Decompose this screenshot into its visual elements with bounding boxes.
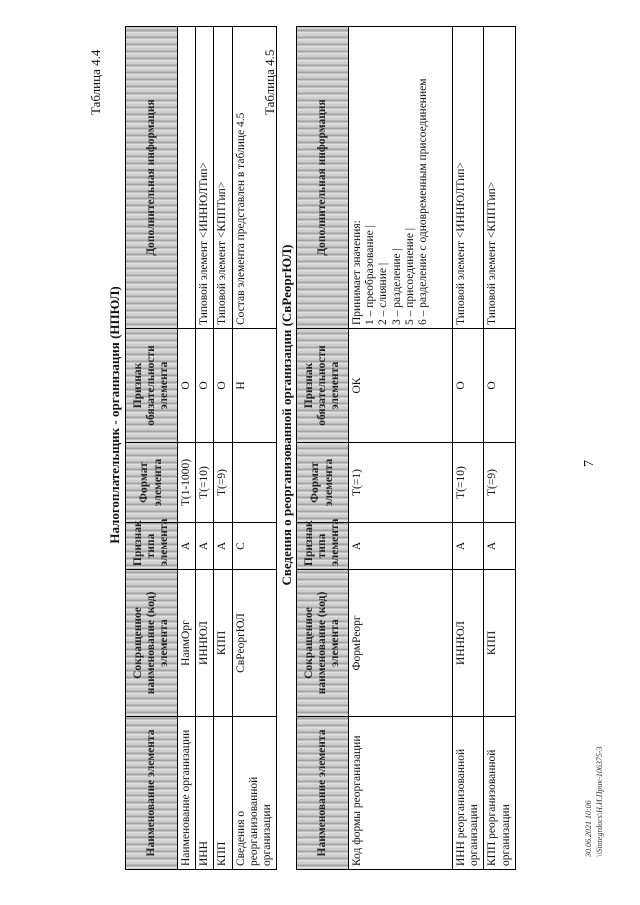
table-cell: Типовой элемент <ИННЮЛТип> xyxy=(196,27,214,329)
table-cell: О xyxy=(196,329,214,443)
form-values-cell xyxy=(349,27,453,329)
header-cell: Наименование элемента xyxy=(297,717,349,870)
table-header-row xyxy=(126,27,178,870)
page-number: 7 xyxy=(582,460,597,467)
table-cell: T(1-1000) xyxy=(178,443,196,523)
table-cell: T(=9) xyxy=(214,443,232,523)
table-cell: ИННЮЛ xyxy=(453,570,484,717)
table-cell: СвРеоргЮЛ xyxy=(232,570,277,717)
header-cell: Формат элемента xyxy=(126,443,178,523)
table-cell: ОК xyxy=(349,329,453,443)
footnote-path: \\Sintegrdocs\Н.И.Прик-106375-3 xyxy=(595,746,604,857)
table-cell: ИНН xyxy=(196,717,214,870)
table-row xyxy=(453,27,484,870)
table-cell: О xyxy=(453,329,484,443)
table-cell: А xyxy=(484,523,515,570)
table-cell: T(=10) xyxy=(196,443,214,523)
header-cell: Сокращенное наименование (код) элемента xyxy=(297,570,349,717)
header-cell: Наименование элемента xyxy=(126,717,178,870)
table-cell: КПП реорганизованной организации xyxy=(484,717,515,870)
list-item: 3 – разделение | xyxy=(390,248,403,325)
table-cell xyxy=(178,27,196,329)
table-cell: ИННЮЛ xyxy=(196,570,214,717)
table-cell: Типовой элемент <ИННЮЛТип> xyxy=(453,27,484,329)
table-cell: О xyxy=(484,329,515,443)
form-values-intro: Принимает значения: xyxy=(351,220,363,325)
table-cell: А xyxy=(214,523,232,570)
header-cell: Формат элемента xyxy=(297,443,349,523)
table-cell: КПП xyxy=(214,570,232,717)
list-item: 2 – слияние | xyxy=(377,262,390,325)
header-cell: Признак типа элемента xyxy=(126,523,178,570)
table-cell: T(=10) xyxy=(453,443,484,523)
table-4-5-label: Таблица 4.5 xyxy=(262,49,277,115)
table-cell: Типовой элемент <КППТип> xyxy=(484,27,515,329)
table-cell: А xyxy=(453,523,484,570)
table-cell: КПП xyxy=(484,570,515,717)
header-cell: Сокращенное наименование (код) элемента xyxy=(126,570,178,717)
table-cell: Типовой элемент <КППТип> xyxy=(214,27,232,329)
table-4-5-title: Сведения о реорганизованной организации (СвРеоргЮЛ) xyxy=(279,244,294,586)
table-cell: С xyxy=(232,523,277,570)
table-cell: А xyxy=(178,523,196,570)
table-4-4 xyxy=(125,26,277,870)
footnote-timestamp: 30.06.2021 10:06 xyxy=(584,800,593,857)
table-cell: КПП xyxy=(214,717,232,870)
header-cell: Признак обязательности элемента xyxy=(126,329,178,443)
header-cell: Дополнительная информация xyxy=(126,27,178,329)
table-header-row xyxy=(297,27,349,870)
table-cell: О xyxy=(178,329,196,443)
table-cell xyxy=(232,443,277,523)
table-row xyxy=(178,27,196,870)
table-cell: Наименование организации xyxy=(178,717,196,870)
table-row xyxy=(484,27,515,870)
table-cell: А xyxy=(196,523,214,570)
table-cell: А xyxy=(349,523,453,570)
table-cell: Состав элемента представлен в таблице 4.5 xyxy=(232,27,277,329)
table-4-4-title: Налогоплательщик - организация (НПЮЛ) xyxy=(107,286,122,544)
table-row xyxy=(196,27,214,870)
list-item: 6 – разделение с одновременным присоединением xyxy=(417,78,430,325)
header-cell: Признак обязательности элемента xyxy=(297,329,349,443)
table-cell: Н xyxy=(232,329,277,443)
table-cell: Сведения о реорганизованной организации xyxy=(232,717,277,870)
form-values-list xyxy=(364,30,430,325)
table-4-5 xyxy=(296,26,516,870)
table-cell: ИНН реорганизованной организации xyxy=(453,717,484,870)
table-cell: О xyxy=(214,329,232,443)
table-cell: НаимОрг xyxy=(178,570,196,717)
table-cell: ФормРеорг xyxy=(349,570,453,717)
header-cell: Признак типа элемента xyxy=(297,523,349,570)
table-row xyxy=(349,27,453,870)
header-cell: Дополнительная информация xyxy=(297,27,349,329)
list-item: 1 – преобразование | xyxy=(364,225,377,325)
table-row xyxy=(214,27,232,870)
table-4-4-label: Таблица 4.4 xyxy=(88,49,103,115)
table-cell: Код формы реорганизации xyxy=(349,717,453,870)
list-item: 5 – присоединение | xyxy=(403,227,416,325)
table-row xyxy=(232,27,277,870)
table-cell: T(=9) xyxy=(484,443,515,523)
table-cell: T(=1) xyxy=(349,443,453,523)
